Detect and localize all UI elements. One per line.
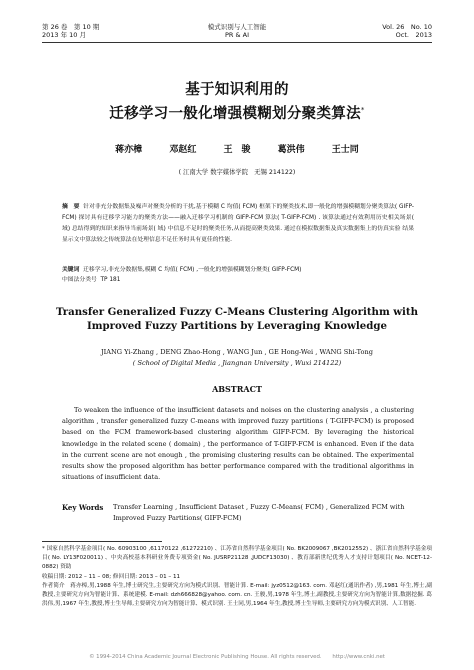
cn-author: 葛洪伟 [277, 145, 305, 155]
journal-name-cn: 模式识别与人工智能 [207, 23, 267, 31]
footnote-text: * 国家自然科学基金项目( No. 60903100 ,61170122 ,61272210) 、江苏省自然科学基金项目( No. BK2009067 ,BK2012552) 、浙江省自然科学基金项目( No. LY13F020011) 、中央高校基本科研业务费专项资金( No. JUSRP21128 ,JUDCF13030) 、教育部新世纪优秀人才支持计划项目( No. NCET-12-0882) 资助 收稿日期: 2012 – 11 – 08; 修回日期: 2013 – 01 – 11 作者简介 蒋亦樟,男,1988 年生,博士研究生,主要研究方向为模式识别、智能计算. E-mail: jyz0512@163. com. 邓赵红(通讯作者) ,男,1981 年生,博士,副教授,主要研究方向为智能计算、系统建模. E-mail: dzh666828@yahoo. com. cn. 王骏,男,1978 年生,博士,副教授,主要研究方向为智能计算,数据挖掘. 葛洪伟,男,1967 年生,教授,博士生导师,主要研究方向为智能计算、模式识别. 王士同,男,1964 年生,教授,博士生导师,主要研究方向为模式识别、人工智能. [42, 546, 432, 608]
cn-author: 蒋亦樟 [115, 145, 143, 155]
cn-authors [0, 142, 474, 155]
copyright-line: © 1994-2014 China Academic Journal Electronic Publishing House. All rights reserved. http://www.cnki.net [89, 654, 385, 660]
journal-volume-en [382, 24, 432, 39]
clc-label: 中图法分类号 [62, 277, 97, 283]
clc-text: TP 181 [100, 277, 121, 283]
en-title [0, 305, 474, 333]
cn-keywords-label: 关键词 [62, 267, 80, 273]
en-keywords-text: Transfer Learning , Insufficient Dataset , Fuzzy C-Means( FCM) , Generalized FCM with Improved Fuzzy Partitions( GIFP-FCM) [113, 503, 405, 523]
cn-title-line2: 迁移学习一般化增强模糊划分聚类算法 [109, 105, 361, 122]
cn-title-line2-wrap [0, 100, 474, 124]
date-en-text: Oct. 2013 [395, 30, 432, 39]
volume-issue-text: 第 26 卷 第 10 期 [42, 23, 100, 31]
en-title-line2: Improved Fuzzy Partitions by Leveraging Knowledge [87, 320, 387, 332]
cn-author: 邓赵红 [169, 145, 197, 155]
cn-keywords-text: 迁移学习,非充分数据集,模糊 C 均值( FCM) ,一般化的增强模糊划分聚类( GIFP-FCM) [83, 267, 302, 273]
publication-date-text: 2013 年 10 月 [42, 30, 87, 39]
cn-abstract-label: 摘 要 [62, 204, 80, 210]
footnote-rule [42, 541, 162, 542]
en-title-line1: Transfer Generalized Fuzzy C-Means Clustering Algorithm with [55, 306, 419, 318]
en-abstract-text: To weaken the influence of the insufficient datasets and noises on the clustering analysis , a clustering algorithm , transfer generalized fuzzy C-means with improved fuzzy partitions ( T-GIFP-FCM) is proposed based on the FCM framework-based clustering algorithm GIFP-FCM. By leveraging the historical knowledge in the related scene ( domain) , the performance of T-GIFP-FCM is enhanced. Even if the data in the current scene are not enough , the promising clustering results can be obtained. The experimental results show the proposed algorithm has better performance compared with the traditional algorithms in situations of insufficient data. [62, 406, 414, 482]
cn-affiliation: ( 江南大学 数字媒体学院 无锡 214122) [178, 169, 296, 176]
abstract-heading: ABSTRACT [212, 384, 262, 394]
cn-author: 王 骏 [223, 145, 251, 155]
cn-title-line1: 基于知识利用的 [185, 82, 289, 98]
header-rule [42, 42, 432, 43]
en-keywords-label: Key Words [62, 503, 104, 512]
cn-abstract [62, 202, 414, 246]
cn-title [0, 80, 474, 124]
en-affiliation: ( School of Digital Media , Jiangnan University , Wuxi 214122) [132, 359, 342, 367]
en-authors: JIANG Yi-Zhang , DENG Zhao-Hong , WANG Jun , GE Hong-Wei , WANG Shi-Tong [101, 348, 373, 356]
cn-author: 王士同 [331, 145, 359, 155]
cn-keywords [62, 265, 414, 285]
cn-abstract-text: 针对非充分数据集及噪声对聚类分析的干扰,基于模糊 C 均值( FCM) 框架下的聚类技术,即一般化的增强模糊划分聚类算法( GIFP-FCM) 探讨具有迁移学习能力的聚类方法——融入迁移学习机制的 GIFP-FCM 算法( T-GIFP-FCM) . 该算法通过有效利用历史相关场景( 域) 总结得到的知识来指导当前场景( 域) 中信息不足时的聚类任务,从而提高聚类效果. 通过在模拟数据集及真实数据集上的仿真实验 结果显示文中算法较之传统算法在处理信息不足任务时具有更佳的性能. [62, 204, 414, 243]
title-footnote-mark: * [360, 106, 365, 114]
volume-en-text: Vol. 26 No. 10 [382, 23, 432, 31]
journal-name-en: PR & AI [224, 30, 249, 39]
